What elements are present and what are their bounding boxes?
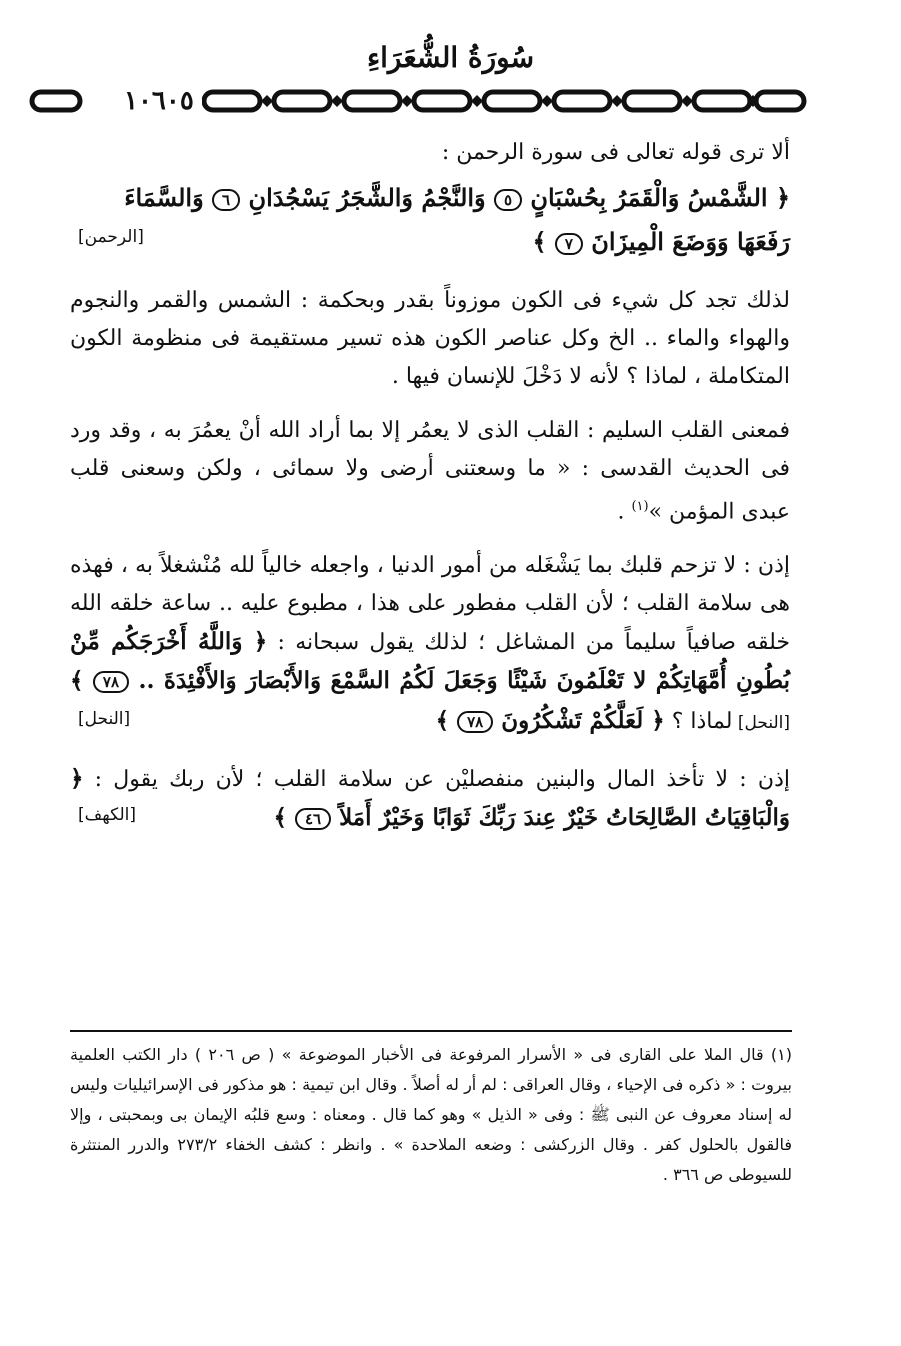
surah-title: سُورَةُ الشُّعَرَاءِ (366, 41, 535, 74)
verse-number-78b: ٧٨ (457, 711, 493, 733)
main-text (70, 134, 790, 856)
footnote-marker: (١) (631, 499, 649, 514)
paragraph-2 (70, 412, 790, 531)
verse-number-6: ٦ (212, 189, 240, 211)
paragraph-3-mid: لماذا ؟ (664, 709, 733, 735)
paragraph-4-block (70, 760, 790, 838)
quran-quote-nahl-2: ﴿ لَعَلَّكُمْ تَشْكُرُونَ (493, 707, 665, 735)
quote-close-3: ﴾ (273, 804, 295, 832)
verse-number-46: ٤٦ (295, 808, 331, 830)
verse-number-5: ٥ (494, 189, 522, 211)
quote-close-1: ﴾ (70, 667, 93, 695)
ayah-rahman (70, 176, 790, 264)
ayah-text (70, 176, 790, 264)
quran-quote-kahf: ﴿ وَالْبَاقِيَاتُ الصَّالِحَاتُ خَيْرٌ عِندَ رَبِّكَ ثَوَابًا وَخَيْرٌ أَمَلاً (70, 765, 790, 832)
ayah-close: ﴾ (532, 227, 555, 256)
surah-reference-kahf: [الكهف] (78, 805, 136, 826)
ayah-line2: رَفَعَهَا وَوَضَعَ الْمِيزَانَ (582, 227, 790, 256)
paragraph-2-end: . (617, 499, 632, 525)
footnote: (١) قال الملا على القارى فى « الأسرار المرفوعة فى الأخبار الموضوعة » ( ص ٢٠٦ ) دار الكتب العلمية بيروت : « ذكره فى الإحياء ، وقال العراقى : لم أر له أصلاً . وقال ابن تيمية : هو مذكور فى الإسرائيليات وليس له إسناد معروف عن النبى ﷺ : وفى « الذيل » وهو كما قال . ومعناه : وسع قلبُه الإيمان بى وبمحبتى ، وإلا فالقول بالحلول كفر . وقال الزركشى : وضعه الملاحدة » . وانظر : كشف الخفاء ٢٧٣/٢ والدرر المنتثرة للسيوطى ص ٣٦٦ . (70, 1045, 792, 1184)
page-number: ١٠٦٠٥ (116, 86, 202, 116)
verse-number-7: ٧ (555, 233, 583, 255)
paragraph-3-text: إذن : لا تزحم قلبك بما يَشْغَله من أمور الدنيا ، واجعله خالياً لله مُنْشغلاً به ، فهذه هى سلامة القلب ؛ لأن القلب مفطور على هذا ، مطبوع عليه .. ساعة خلقه الله خلقه صافياً سليماً من المشاغل ؛ لذلك يقول سبحانه : (70, 553, 790, 656)
surah-reference-nahl: [النحل] (78, 709, 131, 730)
header-ornament-bar (28, 86, 810, 116)
paragraph-3-block (70, 547, 790, 742)
quote-close-2: ﴾ (435, 707, 458, 735)
intro-line: ألا ترى قوله تعالى فى سورة الرحمن : (441, 140, 790, 165)
surah-reference-nahl-inline: [النحل] (732, 713, 790, 734)
paragraph-4 (70, 760, 790, 838)
surah-reference-rahman: [الرحمن] (78, 227, 144, 247)
ayah-mid: وَالنَّجْمُ وَالشَّجَرُ يَسْجُدَانِ (240, 183, 494, 212)
paragraph-4-text: إذن : لا تأخذ المال والبنين منفصليْن عن سلامة القلب ؛ لأن ربك يقول : (83, 767, 790, 793)
ayah-tail: وَالسَّمَاءَ (124, 183, 213, 212)
paragraph-2-text: فمعنى القلب السليم : القلب الذى لا يعمُر إلا بما أراد الله أنْ يعمُرَ به ، وقد ورد فى الحديث القدسى : « ما وسعتنى أرضى ولا سمائى ، ولكن وسعنى قلب عبدى المؤمن » (70, 418, 790, 525)
verse-number-78a: ٧٨ (93, 671, 129, 693)
quran-quote-nahl-1: ﴿ وَاللَّهُ أَخْرَجَكُم مِّنْ بُطُونِ أُمَّهَاتِكُمْ لا تَعْلَمُونَ شَيْئًا وَجَعَلَ لَكُمُ السَّمْعَ وَالأَبْصَارَ وَالأَفْئِدَةَ .. (70, 628, 790, 695)
paragraph-1: لذلك تجد كل شيء فى الكون موزوناً بقدر وبحكمة : الشمس والقمر والنجوم والهواء والماء .. الخ وكل عناصر الكون هذه تسير مستقيمة فى منظومة الكون المتكاملة ، لماذا ؟ لأنه لا دَخْلَ للإنسان فيها . (70, 288, 790, 389)
ayah-line1: ﴿ الشَّمْسُ وَالْقَمَرُ بِحُسْبَانٍ (522, 183, 790, 212)
footnote-divider (70, 1030, 792, 1032)
paragraph-3 (70, 547, 790, 742)
